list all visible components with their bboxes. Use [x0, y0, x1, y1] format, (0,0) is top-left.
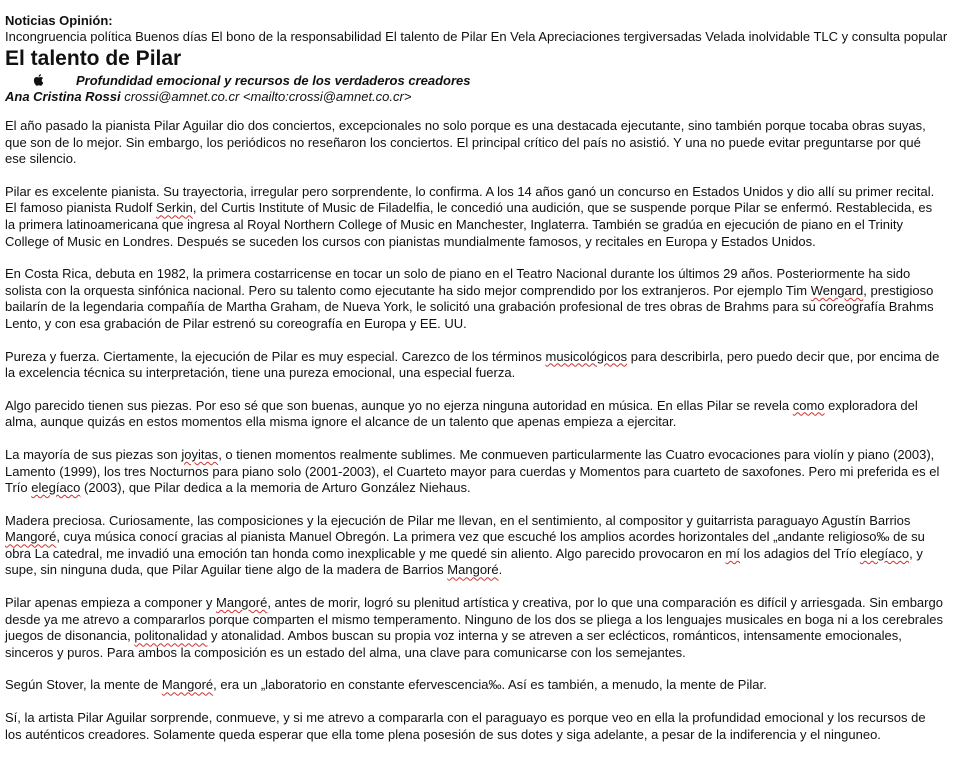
- paragraph-text: , del Curtis Institute of Music de Filadelfia, le concedió una audición, que se suspende porque Pilar se enfermó. Restablecida, es la primera latinoamericana que ingresa al Royal Northern College of Music en Manchester, Inglaterra. También se gradúa en ejecución de piano en el Trinity College of Music en Londres. Después se suceden los cursos con pianistas mundialmente famosos, y recitales en Europa y Estados Unidos.: [5, 200, 933, 249]
- related-topics-line: Incongruencia política Buenos días El bono de la responsabilidad El talento de Pilar En Vela Apreciaciones tergiversadas Velada inolvidable TLC y consulta popular: [5, 29, 948, 44]
- paragraph-text: para describirla, pero puedo decir que, por encima de la excelencia técnica su interpretación, tiene una pureza emocional, una especial fuerza.: [5, 348, 940, 381]
- paragraph-text: El año pasado la pianista Pilar Aguilar dio dos conciertos, excepcionales no solo porque es una destacada ejecutante, sino también porque tocaba obras suyas, que son de lo mejor. Sin embargo, los periódicos no reseñaron los conciertos. El principal crítico del país no asistió. Y una no puede evitar preguntarse por qué ese silencio.: [5, 118, 926, 167]
- article-paragraph: [5, 513, 945, 579]
- article-subtitle-row: [5, 73, 945, 89]
- paragraph-text: y atonalidad. Ambos buscan su propia voz interna y se atreven a ser eclécticos, románticos, intensamente emocionales, sinceros y puros. Para ambos la composición es un estado del alma, una clave para comunicarse con los semejantes.: [5, 628, 902, 660]
- paragraph-text: , era un „laboratorio en constante efervescencia‰. Así es también, a menudo, la mente de Pilar.: [213, 677, 767, 693]
- misspelled-word: elegíaco: [859, 545, 910, 561]
- misspelled-word: Mangoré: [161, 677, 214, 693]
- paragraph-text: , cuya música conocí gracias al pianista Manuel Obregón. La primera vez que escuché los amplios acordes horizontales del „andante religioso‰ de su obra La catedral, me invadió una emoción tan honda como inexplicable y me quedé sin aliento. Algo parecido provocaron en: [5, 529, 925, 561]
- apple-logo-icon: [33, 74, 44, 86]
- author-email[interactable]: crossi@amnet.co.cr: [124, 89, 240, 104]
- misspelled-word: Wengard: [810, 282, 864, 298]
- article-title: El talento de Pilar: [5, 47, 182, 70]
- article-paragraph: [5, 118, 945, 168]
- paragraph-text: , o tienen momentos realmente sublimes. Me conmueven particularmente las Cuatro evocaciones para violín y piano (2003), Lamento (1999), los tres Nocturnos para piano solo (2001-2003), el Cuarteto mayor para cuerdas y Momentos para cuarteto de saxofones. Pero mi preferida es el Trío: [5, 446, 940, 496]
- misspelled-word: joyitas: [181, 446, 219, 462]
- article-paragraph: [5, 266, 945, 332]
- misspelled-word: elegíaco: [31, 480, 81, 496]
- paragraph-text: Pureza y fuerza. Ciertamente, la ejecución de Pilar es muy especial. Carezco de los términos: [5, 348, 546, 364]
- article-paragraph: [5, 677, 945, 694]
- paragraph-text: , y supe, sin ninguna duda, que Pilar Aguilar tiene algo de la madera de Barrios: [5, 545, 923, 578]
- author-mailto-link[interactable]: <mailto:crossi@amnet.co.cr>: [242, 89, 412, 104]
- author-byline: [5, 89, 945, 105]
- article-paragraph: [5, 349, 945, 382]
- article-body: [5, 118, 945, 743]
- paragraph-text: , prestigioso bailarín de la legendaria compañía de Martha Graham, de Nueva York, le solicitó una grabación profesional de tres obras de Brahms para su coreografía Brahms Lento, y con esa grabación de Pilar estrenó su coreografía en Europa y EE. UU.: [5, 282, 934, 331]
- paragraph-text: En Costa Rica, debuta en 1982, la primera costarricense en tocar un solo de piano en el Teatro Nacional durante los últimos 29 años. Posteriormente ha sido solista con la orquesta sinfónica nacional. Pero su talento como ejecutante ha sido mejor comprendido por los extranjeros. Por ejemplo Tim: [5, 266, 911, 298]
- article-paragraph: [5, 398, 945, 431]
- misspelled-word: Mangoré: [447, 562, 499, 578]
- paragraph-text: Pilar es excelente pianista. Su trayectoria, irregular pero sorprendente, lo confirma. A los 14 años ganó un concurso en Estados Unidos y dio allí su primer recital. El famoso pianista Rudolf: [5, 183, 935, 216]
- paragraph-text: Según Stover, la mente de: [5, 677, 162, 693]
- paragraph-text: La mayoría de sus piezas son: [5, 446, 182, 462]
- document-page: [5, 12, 948, 759]
- misspelled-word: Mangoré: [5, 529, 57, 545]
- section-label: Noticias Opinión:: [5, 13, 113, 28]
- paragraph-text: Madera preciosa. Curiosamente, las composiciones y la ejecución de Pilar me llevan, en el sentimiento, al compositor y guitarrista paraguayo Agustín Barrios: [5, 512, 911, 528]
- paragraph-text: los adagios del Trío: [739, 545, 860, 561]
- article-subtitle: Profundidad emocional y recursos de los verdaderos creadores: [76, 73, 471, 88]
- misspelled-word: mí: [725, 545, 740, 561]
- paragraph-text: .: [498, 562, 503, 578]
- article-paragraph: [5, 595, 945, 661]
- misspelled-word: Serkin: [156, 200, 193, 216]
- article-paragraph: [5, 447, 945, 497]
- misspelled-word: musicológicos: [545, 348, 628, 364]
- misspelled-word: politonalidad: [134, 628, 208, 644]
- article-paragraph: [5, 710, 945, 743]
- paragraph-text: Pilar apenas empieza a componer y: [5, 595, 217, 611]
- paragraph-text: (2003), que Pilar dedica a la memoria de Arturo González Niehaus.: [80, 480, 471, 496]
- paragraph-text: Sí, la artista Pilar Aguilar sorprende, conmueve, y si me atrevo a compararla con el paraguayo es porque veo en ella la profundidad emocional y los recursos de los auténticos creadores. Solamente queda esperar que ella tome plena posesión de sus dotes y siga adelante, a pesar de la indiferencia y el ninguneo.: [5, 710, 926, 742]
- misspelled-word: Mangoré: [216, 595, 268, 611]
- misspelled-word: como: [792, 397, 825, 413]
- article-paragraph: [5, 184, 945, 250]
- paragraph-text: , antes de morir, logró su plenitud artística y creativa, por lo que una comparación es difícil y arriesgada. Sin embargo desde ya me atrevo a compararlos porque comparten el mismo temperamento. Ninguno de los dos se pliega a los lenguajes musicales en boga ni a los cerebrales juegos de disonancia,: [5, 595, 943, 644]
- paragraph-text: exploradora del alma, aunque quizás en estos momentos ella misma ignore el alcance de un talento que apenas empieza a ejercitar.: [5, 397, 918, 430]
- author-name: Ana Cristina Rossi: [5, 89, 121, 104]
- paragraph-text: Algo parecido tienen sus piezas. Por eso sé que son buenas, aunque yo no ejerza ninguna autoridad en música. En ellas Pilar se revela: [5, 397, 793, 413]
